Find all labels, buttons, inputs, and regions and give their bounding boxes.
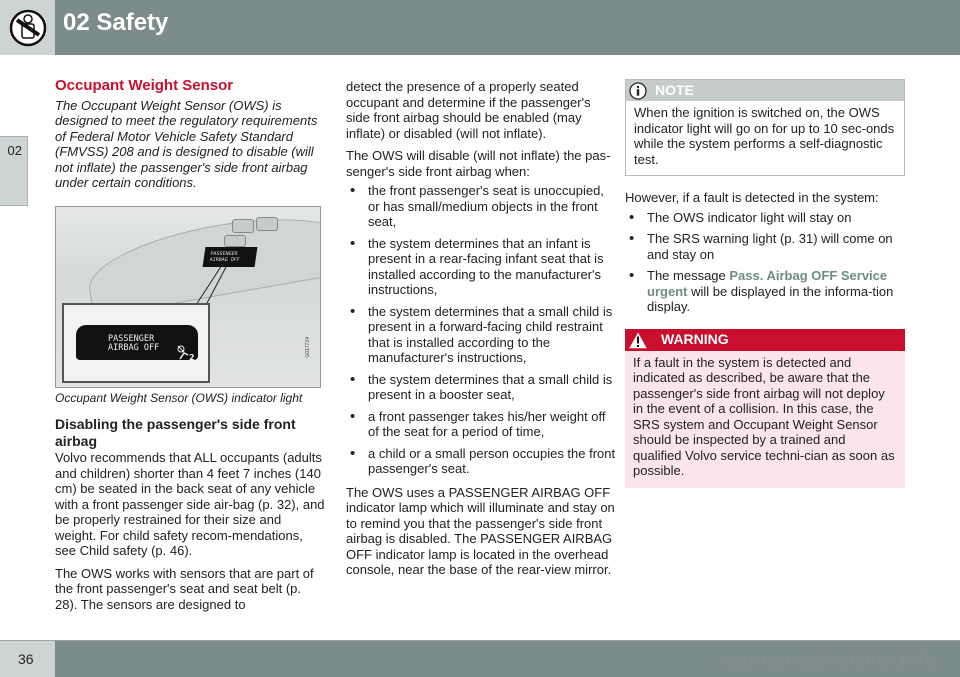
ows-indicator-figure — [55, 206, 321, 388]
warning-header — [625, 329, 905, 351]
lamp-text: PASSENGER — [210, 250, 238, 257]
list-item: • a front passenger takes his/her weight off of the seat for a period of time, — [346, 409, 616, 440]
disable-conditions-list — [346, 183, 616, 477]
list-item: • a child or a small person occupies the front passenger's seat. — [346, 446, 616, 477]
warning-body: If a fault in the system is detected and indicated as described, be aware that the passenger's side front airbag will not deploy in the event of a collision. In this case, the SRS system and Occupant Weight Sensor should be inspected by a trained and qualified Volvo service techni-cian as soon as possible. — [633, 354, 895, 478]
note-box — [625, 79, 905, 176]
paragraph: The OWS uses a PASSENGER AIRBAG OFF indicator lamp which will illuminate and stay on to remind you that the passenger's side front airbag is disabled. The PASSENGER AIRBAG OFF indicator lamp is located in the overhead console, near the base of the rear-view mirror. — [346, 484, 615, 577]
lamp-text: AIRBAG OFF — [209, 256, 241, 263]
note-label: NOTE — [655, 81, 694, 98]
page-number-box — [0, 641, 55, 677]
page-header — [0, 0, 960, 55]
image-code: G017724 — [304, 336, 311, 358]
paragraph: detect the presence of a properly seated occupant and determine if the passenger's side front airbag should be enabled (may inflate) or disabled (will not inflate). — [346, 79, 591, 141]
warning-triangle-icon — [627, 330, 649, 350]
warning-box — [625, 329, 905, 488]
list-item: • the system determines that a small child is present in a booster seat, — [346, 372, 616, 403]
watermark: carmanualsonline.info — [725, 649, 936, 672]
column-2 — [346, 79, 616, 585]
column-3 — [625, 79, 905, 488]
chapter-tab[interactable] — [0, 136, 28, 206]
paragraph: The OWS will disable (will not inflate) the pas-senger's side front airbag when: — [346, 148, 611, 179]
inset-closeup — [62, 303, 210, 383]
chapter-tab-label: 02 — [7, 143, 22, 158]
page-number: 36 — [18, 651, 34, 667]
page-footer — [0, 640, 960, 677]
list-item: • the system determines that a small child is present in a forward-facing child restraint that is installed according to the manufacturer's instructions, — [346, 304, 616, 366]
list-item-text: The message — [647, 268, 730, 283]
section-heading: Occupant Weight Sensor — [55, 77, 234, 94]
paragraph: However, if a fault is detected in the system: — [625, 190, 879, 205]
inset-text: PASSENGER — [108, 333, 155, 344]
paragraph: The OWS works with sensors that are part of the front passenger's seat and seat belt (p. 28). The sensors are designed to — [55, 565, 314, 612]
page-title: 02 Safety — [63, 9, 169, 36]
list-item-text: will be displayed in the informa-tion display. — [647, 283, 894, 314]
display-message: Pass. Airbag OFF Service urgent — [647, 268, 888, 299]
inset-text: AIRBAG OFF — [108, 342, 160, 353]
list-item: • the front passenger's seat is unoccupied, or has small/medium objects in the front seat, — [346, 183, 616, 230]
figure-caption: Occupant Weight Sensor (OWS) indicator light — [55, 390, 303, 405]
column-1 — [55, 78, 325, 619]
subheading: Disabling the passenger's side front airbag — [55, 416, 296, 449]
intro-paragraph: The Occupant Weight Sensor (OWS) is designed to meet the regulatory requirements of Federal Motor Vehicle Safety Standard (FMVSS) 208 and is designed to disable (will not inflate) the passenger's side front airbag under certain conditions. — [55, 97, 318, 190]
list-item: • The OWS indicator light will stay on — [625, 210, 905, 226]
warning-label: WARNING — [661, 330, 729, 347]
note-header — [626, 80, 904, 101]
paragraph: Volvo recommends that ALL occupants (adults and children) shorter than 4 feet 7 inches (140 cm) be seated in the back seat of any vehicle with a front passenger side air-bag (p. 32), and be properly restrained for their size and weight. For child safety recom-mendations, see Child safety (p. 46). — [55, 450, 325, 558]
list-item: • the system determines that an infant is present in a rear-facing infant seat that is installed according to the manufacturer's instructions, — [346, 236, 616, 298]
seatbelt-no-icon — [8, 8, 48, 48]
header-icon-box — [0, 0, 55, 55]
svg-text:2: 2 — [189, 352, 195, 361]
list-item: • The SRS warning light (p. 31) will come on and stay on — [625, 231, 905, 262]
list-item — [625, 268, 905, 315]
fault-list — [625, 210, 905, 315]
note-body: When the ignition is switched on, the OWS indicator light will go on for up to 10 sec-onds while the system performs a self-diagnostic test. — [634, 105, 895, 167]
info-icon — [629, 82, 647, 100]
airbag-off-symbol-icon — [176, 345, 196, 361]
